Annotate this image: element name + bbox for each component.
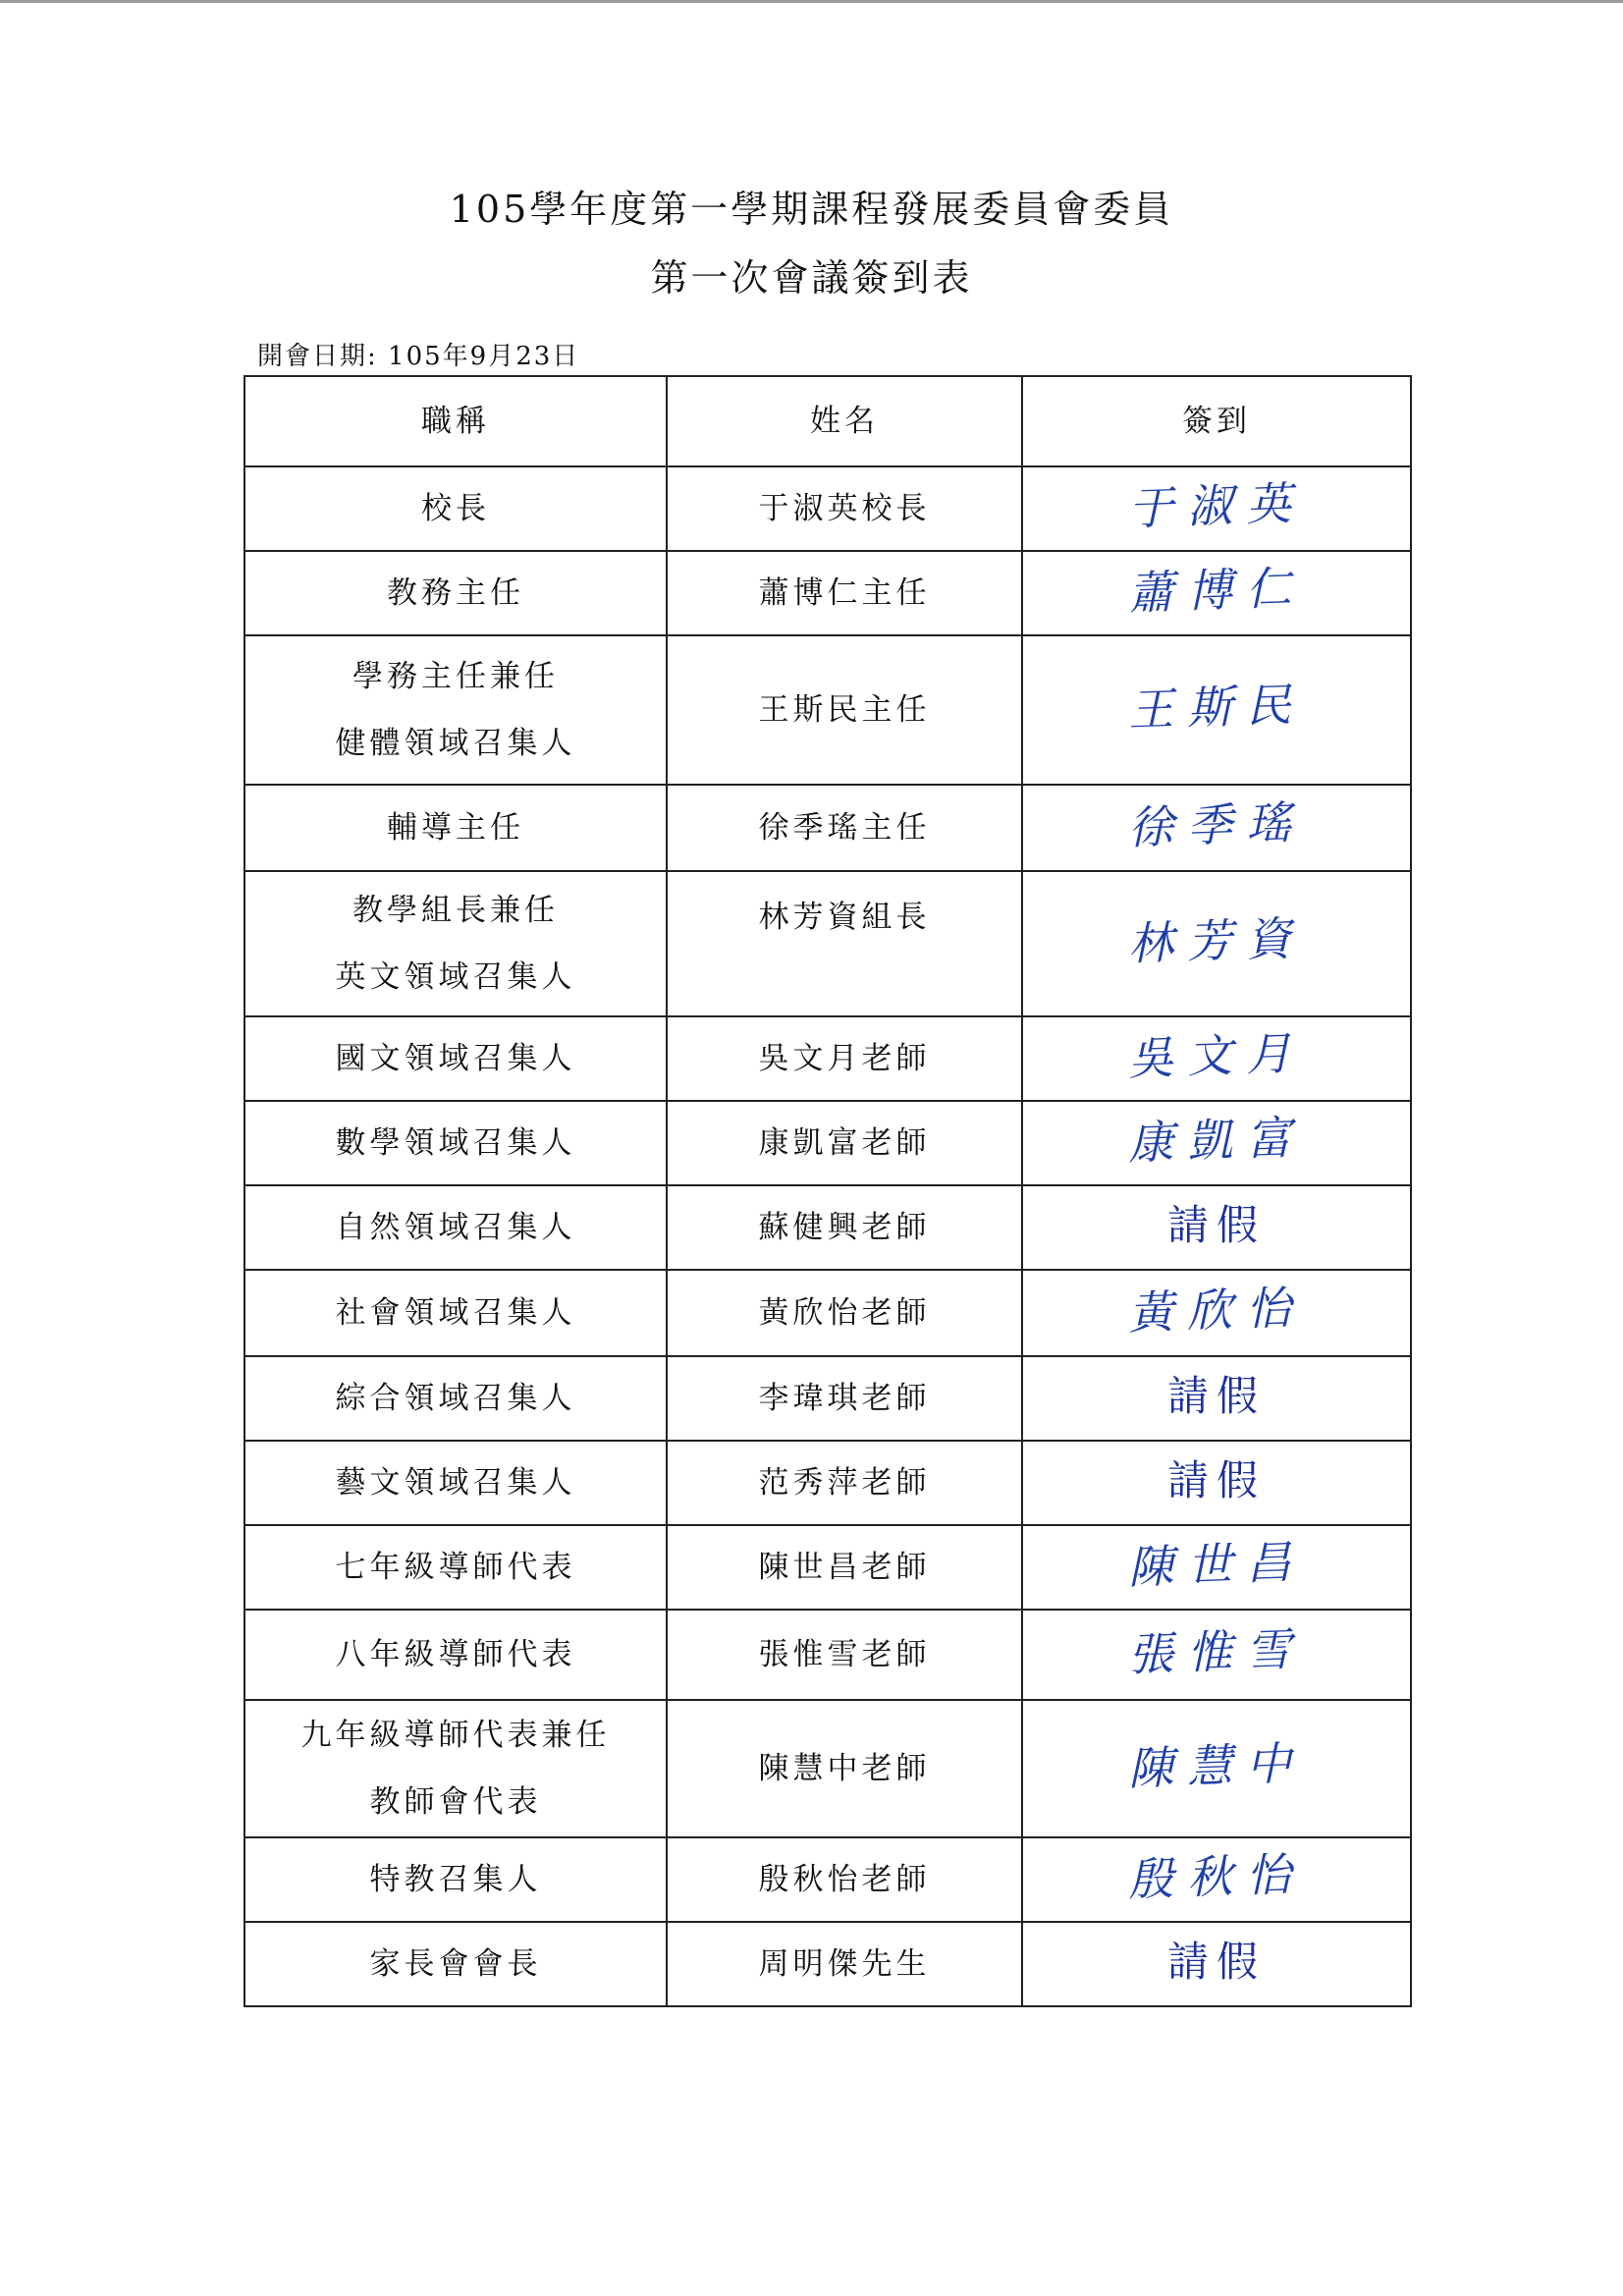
handwritten-signature: 王斯民 [1127, 677, 1306, 738]
cell-signature [1022, 466, 1411, 551]
document-title: 105學年度第一學期課程發展委員會委員 [449, 188, 1174, 231]
handwritten-signature: 康凱富 [1127, 1110, 1306, 1171]
cell-signature [1022, 1610, 1411, 1700]
title-line: 輔導主任 [387, 810, 524, 846]
cell-title [244, 551, 667, 635]
title-line: 八年級導師代表 [335, 1637, 576, 1672]
table-row [244, 1922, 1411, 2006]
table-row [244, 871, 1411, 1016]
header-signature: 簽到 [1022, 376, 1411, 466]
handwritten-signature: 陳慧中 [1127, 1735, 1306, 1796]
title-line: 家長會會長 [369, 1946, 542, 1982]
cell-title [244, 1700, 667, 1837]
cell-signature [1022, 635, 1411, 785]
cell-signature [1022, 1525, 1411, 1610]
table-row [244, 1101, 1411, 1185]
title-line: 國文領域召集人 [335, 1041, 576, 1076]
cell-signature [1022, 871, 1411, 1016]
cell-title [244, 1356, 667, 1441]
handwritten-signature: 黃欣怡 [1127, 1280, 1306, 1340]
leave-note: 請假 [1166, 1201, 1266, 1249]
cell-title [244, 1441, 667, 1525]
cell-title [244, 785, 667, 871]
table-row [244, 1700, 1411, 1837]
table-row [244, 635, 1411, 785]
table-row [244, 551, 1411, 635]
cell-name: 蘇健興老師 [667, 1185, 1022, 1270]
cell-signature [1022, 1185, 1411, 1270]
cell-title [244, 1610, 667, 1700]
cell-signature [1022, 1016, 1411, 1101]
title-line: 教學組長兼任 [352, 893, 559, 928]
cell-signature [1022, 551, 1411, 635]
cell-title [244, 1270, 667, 1356]
cell-name: 陳世昌老師 [667, 1525, 1022, 1610]
handwritten-signature: 陳世昌 [1127, 1534, 1306, 1595]
leave-note: 請假 [1166, 1938, 1266, 1986]
cell-title [244, 1525, 667, 1610]
meeting-date: 開會日期: 105年9月23日 [257, 342, 580, 371]
cell-name: 蕭博仁主任 [667, 551, 1022, 635]
leave-note: 請假 [1166, 1456, 1266, 1504]
title-line: 自然領域召集人 [335, 1210, 576, 1245]
title-line: 健體領域召集人 [335, 726, 576, 761]
cell-name: 林芳資組長 [667, 871, 1022, 1016]
table-row [244, 466, 1411, 551]
cell-name: 殷秋怡老師 [667, 1837, 1022, 1922]
table-header-row [244, 376, 1411, 466]
table-row [244, 785, 1411, 871]
cell-name: 康凱富老師 [667, 1101, 1022, 1185]
cell-signature [1022, 1922, 1411, 2006]
header-name: 姓名 [667, 376, 1022, 466]
cell-name: 李瑋琪老師 [667, 1356, 1022, 1441]
document-subtitle: 第一次會議簽到表 [650, 256, 973, 300]
table-row [244, 1185, 1411, 1270]
table-row [244, 1016, 1411, 1101]
table-row [244, 1837, 1411, 1922]
table-row [244, 1610, 1411, 1700]
title-line: 數學領域召集人 [335, 1125, 576, 1161]
cell-signature [1022, 1700, 1411, 1837]
cell-title [244, 1016, 667, 1101]
title-line: 英文領域召集人 [335, 959, 576, 995]
cell-signature [1022, 785, 1411, 871]
cell-signature [1022, 1101, 1411, 1185]
scan-edge [0, 0, 1623, 3]
cell-title [244, 635, 667, 785]
handwritten-signature: 張惟雪 [1127, 1621, 1306, 1682]
cell-name: 吳文月老師 [667, 1016, 1022, 1101]
table-row [244, 1356, 1411, 1441]
cell-name: 于淑英校長 [667, 466, 1022, 551]
title-line: 特教召集人 [369, 1862, 542, 1897]
title-line: 校長 [421, 491, 490, 526]
handwritten-signature: 林芳資 [1127, 910, 1306, 971]
handwritten-signature: 殷秋怡 [1127, 1846, 1306, 1907]
cell-name: 張惟雪老師 [667, 1610, 1022, 1700]
cell-title [244, 871, 667, 1016]
title-line: 藝文領域召集人 [335, 1465, 576, 1501]
table-body [244, 466, 1411, 2006]
cell-title [244, 1837, 667, 1922]
title-line: 七年級導師代表 [335, 1550, 576, 1585]
handwritten-signature: 吳文月 [1127, 1025, 1306, 1086]
cell-signature [1022, 1441, 1411, 1525]
title-line: 九年級導師代表兼任 [300, 1718, 611, 1753]
cell-name: 黃欣怡老師 [667, 1270, 1022, 1356]
handwritten-signature: 于淑英 [1127, 475, 1306, 536]
cell-name: 周明傑先生 [667, 1922, 1022, 2006]
cell-title [244, 1101, 667, 1185]
cell-name: 王斯民主任 [667, 635, 1022, 785]
table-row [244, 1270, 1411, 1356]
title-line: 綜合領域召集人 [335, 1381, 576, 1416]
cell-title [244, 466, 667, 551]
cell-signature [1022, 1356, 1411, 1441]
cell-signature [1022, 1270, 1411, 1356]
table-row [244, 1525, 1411, 1610]
cell-title [244, 1185, 667, 1270]
table-row [244, 1441, 1411, 1525]
leave-note: 請假 [1166, 1372, 1266, 1420]
cell-name: 徐季瑤主任 [667, 785, 1022, 871]
title-line: 學務主任兼任 [352, 659, 559, 694]
cell-title [244, 1922, 667, 2006]
title-line: 教務主任 [387, 575, 524, 611]
cell-name: 范秀萍老師 [667, 1441, 1022, 1525]
cell-signature [1022, 1837, 1411, 1922]
handwritten-signature: 徐季瑤 [1127, 794, 1306, 855]
title-line: 教師會代表 [369, 1784, 542, 1820]
cell-name: 陳慧中老師 [667, 1700, 1022, 1837]
title-line: 社會領域召集人 [335, 1295, 576, 1331]
handwritten-signature: 蕭博仁 [1127, 560, 1306, 621]
sign-in-table [243, 375, 1412, 2007]
header-title: 職稱 [244, 376, 667, 466]
